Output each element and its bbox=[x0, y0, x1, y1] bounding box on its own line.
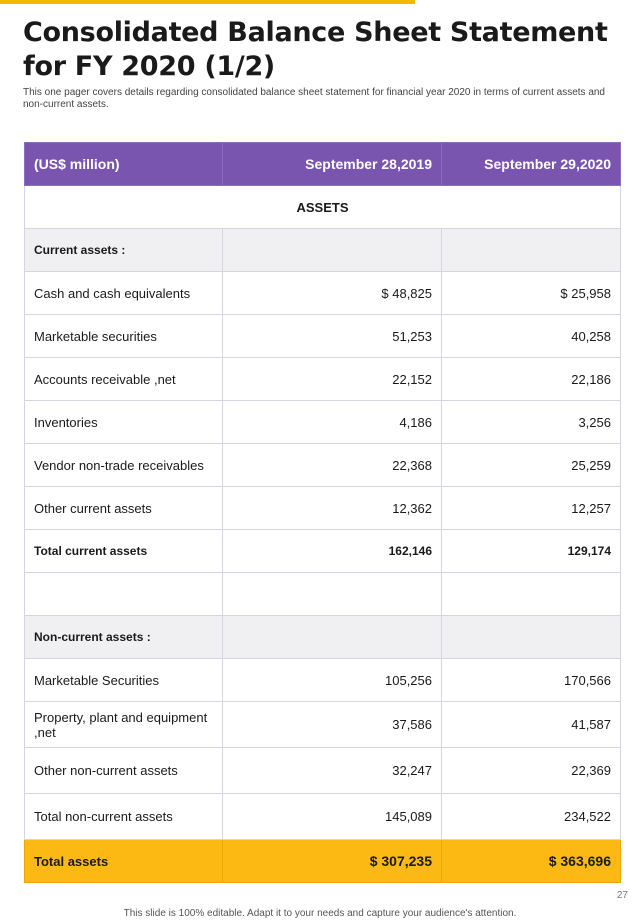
assets-heading-row bbox=[25, 186, 621, 229]
row-label: Total assets bbox=[25, 840, 223, 883]
assets-heading: ASSETS bbox=[25, 186, 621, 229]
value-2020: $ 363,696 bbox=[442, 840, 621, 883]
value-2019: 105,256 bbox=[223, 659, 442, 702]
noncurrent-assets-heading: Non-current assets : bbox=[25, 616, 223, 659]
page-title: Consolidated Balance Sheet Statement for FY 2020 (1/2) bbox=[23, 17, 608, 82]
value-2020: 22,369 bbox=[442, 748, 621, 794]
value-2020: 41,587 bbox=[442, 702, 621, 748]
total-assets-row bbox=[25, 840, 621, 883]
value-2020: 25,259 bbox=[442, 444, 621, 487]
row-label: Cash and cash equivalents bbox=[25, 272, 223, 315]
value-2020: 234,522 bbox=[442, 794, 621, 840]
empty-cell bbox=[223, 616, 442, 659]
row-label: Other non-current assets bbox=[25, 748, 223, 794]
column-header-2020: September 29,2020 bbox=[442, 143, 621, 186]
row-label: Marketable Securities bbox=[25, 659, 223, 702]
value-2020: 129,174 bbox=[442, 530, 621, 573]
row-label: Total current assets bbox=[25, 530, 223, 573]
empty-cell bbox=[223, 573, 442, 616]
page-number: 27 bbox=[616, 890, 628, 901]
balance-sheet-table bbox=[24, 142, 621, 883]
empty-cell bbox=[223, 229, 442, 272]
row-label: Property, plant and equipment ,net bbox=[25, 702, 223, 748]
value-2020: 40,258 bbox=[442, 315, 621, 358]
value-2019: 51,253 bbox=[223, 315, 442, 358]
current-assets-heading: Current assets : bbox=[25, 229, 223, 272]
value-2019: 22,152 bbox=[223, 358, 442, 401]
row-label: Inventories bbox=[25, 401, 223, 444]
empty-cell bbox=[442, 229, 621, 272]
value-2019: $ 307,235 bbox=[223, 840, 442, 883]
row-label: Vendor non-trade receivables bbox=[25, 444, 223, 487]
top-accent-bar bbox=[0, 0, 415, 4]
noncurrent-assets-section-row bbox=[25, 616, 621, 659]
value-2020: 12,257 bbox=[442, 487, 621, 530]
value-2019: 12,362 bbox=[223, 487, 442, 530]
value-2019: 22,368 bbox=[223, 444, 442, 487]
value-2019: 145,089 bbox=[223, 794, 442, 840]
table-row bbox=[25, 444, 621, 487]
empty-cell bbox=[25, 573, 223, 616]
spacer-row bbox=[25, 573, 621, 616]
page-subtitle: This one pager covers details regarding consolidated balance sheet statement for financial year 2020 in terms of current assets and non-current assets. bbox=[23, 87, 605, 110]
row-label: Marketable securities bbox=[25, 315, 223, 358]
value-2019: 32,247 bbox=[223, 748, 442, 794]
table-row bbox=[25, 659, 621, 702]
total-noncurrent-assets-row bbox=[25, 794, 621, 840]
row-label: Accounts receivable ,net bbox=[25, 358, 223, 401]
value-2020: 3,256 bbox=[442, 401, 621, 444]
table-row bbox=[25, 401, 621, 444]
table-row bbox=[25, 315, 621, 358]
column-header-units: (US$ million) bbox=[25, 143, 223, 186]
table-header-row bbox=[25, 143, 621, 186]
column-header-2019: September 28,2019 bbox=[223, 143, 442, 186]
table-row bbox=[25, 702, 621, 748]
value-2020: $ 25,958 bbox=[442, 272, 621, 315]
total-current-assets-row bbox=[25, 530, 621, 573]
value-2019: 4,186 bbox=[223, 401, 442, 444]
value-2020: 22,186 bbox=[442, 358, 621, 401]
value-2020: 170,566 bbox=[442, 659, 621, 702]
value-2019: $ 48,825 bbox=[223, 272, 442, 315]
table-row bbox=[25, 487, 621, 530]
footer-note: This slide is 100% editable. Adapt it to your needs and capture your audience's attention. bbox=[123, 908, 517, 919]
table-row bbox=[25, 358, 621, 401]
row-label: Other current assets bbox=[25, 487, 223, 530]
row-label: Total non-current assets bbox=[25, 794, 223, 840]
empty-cell bbox=[442, 616, 621, 659]
table-row bbox=[25, 748, 621, 794]
table-row bbox=[25, 272, 621, 315]
value-2019: 162,146 bbox=[223, 530, 442, 573]
value-2019: 37,586 bbox=[223, 702, 442, 748]
balance-sheet-table-container bbox=[24, 142, 620, 883]
empty-cell bbox=[442, 573, 621, 616]
current-assets-section-row bbox=[25, 229, 621, 272]
